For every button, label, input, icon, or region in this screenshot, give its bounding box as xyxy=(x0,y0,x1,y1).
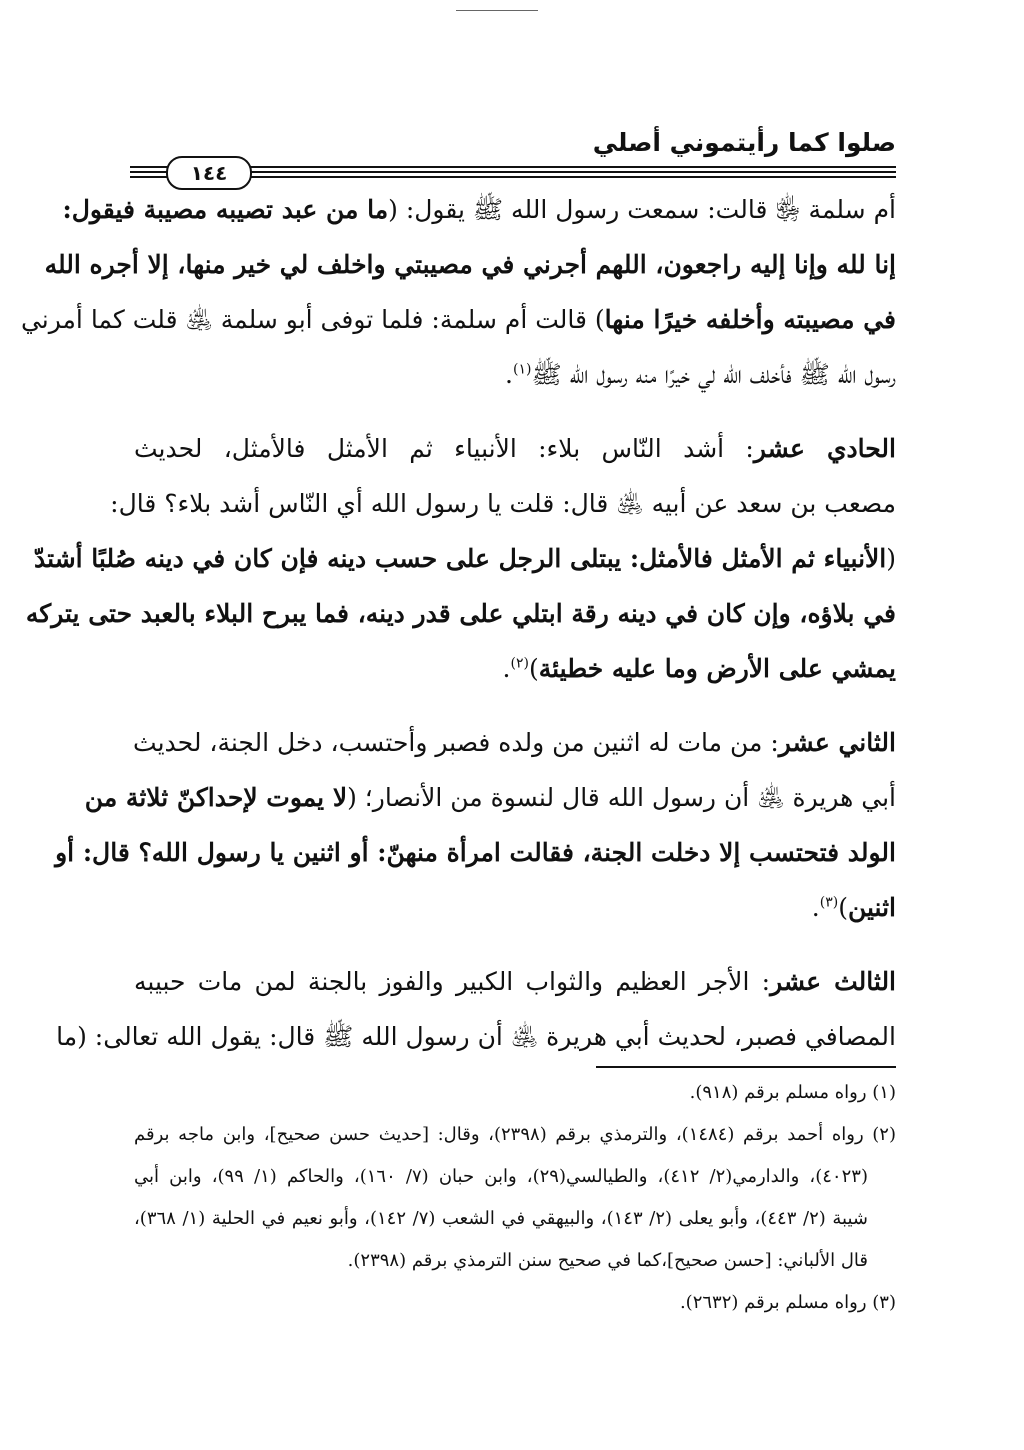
text-segment: الحادي عشر xyxy=(753,434,896,463)
paragraph-gap xyxy=(134,696,896,715)
text-segment: . xyxy=(505,360,513,389)
top-edge-mark xyxy=(456,10,538,11)
text-line xyxy=(25,586,896,641)
text-line xyxy=(55,825,896,880)
footnotes xyxy=(134,1072,896,1324)
text-line xyxy=(20,292,896,347)
text-segment: الولد فتحتسب إلا دخلت الجنة، فقالت امرأة منهنّ: أو اثنين يا رسول الله؟ قال: أو xyxy=(55,838,896,867)
text-segment: مصعب بن سعد عن أبيه ﵁ قال: قلت يا رسول الله أي النّاس أشد بلاء؟ قال: xyxy=(110,489,896,518)
paragraph-gap xyxy=(134,935,896,954)
footnote-marker: (٣) xyxy=(819,894,839,911)
text-line xyxy=(134,421,896,476)
footnote-line: شيبة (٢/ ٤٤٣)، وأبو يعلى (٢/ ١٤٣)، والبيهقي في الشعب (٧/ ١٤٢)، وأبو نعيم في الحلية (١/ ٣٦٨)، xyxy=(134,1208,868,1229)
footnote-divider xyxy=(596,1066,896,1068)
main-text xyxy=(20,182,897,1064)
page-number: ١٤٤ xyxy=(166,156,252,190)
text-segment: ) xyxy=(528,654,539,683)
book-title: صلوا كما رأيتموني أصلي xyxy=(592,128,896,157)
text-segment: لا يموت لإحداكنّ ثلاثة من xyxy=(84,783,348,812)
footnote-marker: (٢) xyxy=(510,655,529,672)
footnote-line: (١) رواه مسلم برقم (٩١٨). xyxy=(689,1082,896,1103)
text-segment: . xyxy=(502,654,511,683)
footnote-line: (٣) رواه مسلم برقم (٢٦٣٢). xyxy=(679,1292,896,1313)
footnote-marker: (١) xyxy=(512,361,532,378)
text-line xyxy=(134,715,896,770)
text-segment: : الأجر العظيم والثواب الكبير والفوز بالجنة لمن مات حبيبه xyxy=(134,967,771,996)
text-line xyxy=(134,641,896,696)
text-segment: : من مات له اثنين من ولده فصبر وأحتسب، دخل الجنة، لحديث xyxy=(133,728,779,757)
text-line xyxy=(84,770,896,825)
text-line xyxy=(56,1009,896,1064)
text-segment: ( xyxy=(886,544,896,573)
text-segment: اثنين xyxy=(847,893,896,922)
text-segment: : أشد النّاس بلاء: الأنبياء ثم الأمثل فالأمثل، لحديث xyxy=(134,434,754,463)
text-segment: الثاني عشر xyxy=(778,728,896,757)
footnote-line: (٤٠٢٣)، والدارمي(٢/ ٤١٢)، والطيالسي(٢٩)، وابن حبان (٧/ ١٦٠)، والحاكم (١/ ٩٩)، وابن أبي xyxy=(134,1166,868,1187)
footnote-line: قال الألباني: [حسن صحيح]،كما في صحيح سنن الترمذي برقم (٢٣٩٨). xyxy=(347,1250,868,1271)
text-line xyxy=(134,954,896,1009)
paragraph-gap xyxy=(134,402,896,421)
text-segment: المصافي فصبر، لحديث أبي هريرة ﵁ أن رسول الله ﷺ قال: يقول الله تعالى: (ما xyxy=(56,1022,896,1051)
text-segment: ما من عبد تصيبه مصيبة فيقول: xyxy=(62,195,389,224)
text-segment: أبي هريرة ﵁ أن رسول الله قال لنسوة من الأنصار؛ ( xyxy=(347,783,896,812)
text-segment: أم سلمة ﵂ قالت: سمعت رسول الله ﷺ يقول: ( xyxy=(388,195,896,224)
text-segment: ) قالت أم سلمة: فلما توفى أبو سلمة ﵁ قلت كما أمرني xyxy=(20,305,605,334)
text-segment: الأنبياء ثم الأمثل فالأمثل: يبتلى الرجل على حسب دينه فإن كان في دينه صُلبًا أشتدّ xyxy=(34,544,887,573)
text-line xyxy=(34,531,896,586)
text-segment: . xyxy=(811,893,820,922)
footnote-line: (٢) رواه أحمد برقم (١٤٨٤)، والترمذي برقم (٢٣٩٨)، وقال: [حديث حسن صحيح]، وابن ماجه برقم xyxy=(134,1124,896,1145)
text-line xyxy=(110,476,896,531)
text-segment: ) xyxy=(838,893,848,922)
text-line xyxy=(62,182,896,237)
text-line xyxy=(134,347,896,402)
text-segment: الثالث عشر xyxy=(770,967,897,996)
text-segment: في بلاؤه، وإن كان في دينه رقة ابتلي على قدر دينه، فما يبرح البلاء بالعبد حتى يتركه xyxy=(25,599,896,628)
text-segment: في مصيبته وأخلفه خيرًا منها xyxy=(604,305,896,334)
text-segment: إنا لله وإنا إليه راجعون، اللهم أجرني في مصيبتي واخلف لي خير منها، إلا أجره الله xyxy=(44,250,896,279)
text-segment: رسول الله ﷺ فأخلف الله لي خيرًا منه رسول الله ﷺ xyxy=(531,360,896,389)
text-segment: يمشي على الأرض وما عليه خطيئة xyxy=(538,654,896,683)
text-line xyxy=(44,237,896,292)
text-line xyxy=(134,880,896,935)
